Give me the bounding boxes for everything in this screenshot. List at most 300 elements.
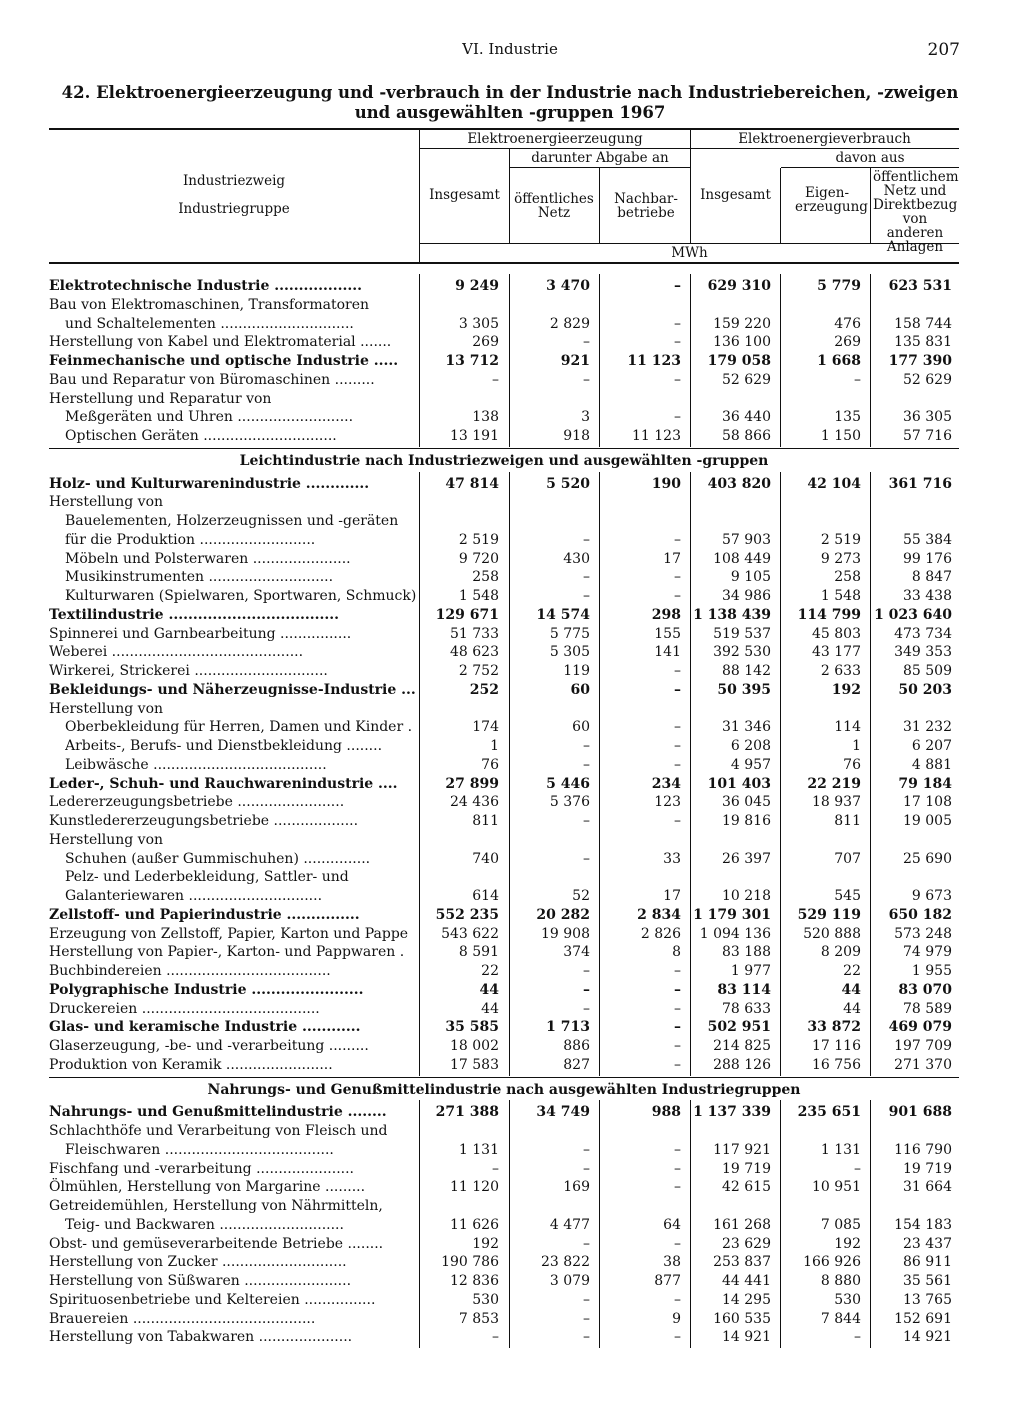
- cell-value: 114 799: [797, 607, 861, 623]
- cell-value: –: [854, 1329, 861, 1345]
- cell-value: 476: [834, 316, 861, 332]
- cell-value: –: [674, 1057, 681, 1073]
- cell-value: 123: [654, 794, 681, 810]
- cell-value: 57 716: [903, 428, 952, 444]
- cell-value: –: [583, 1142, 590, 1158]
- cell-value: 2 829: [549, 316, 590, 332]
- row-label: für die Produktion ..........................: [65, 532, 316, 548]
- cell-value: 13 191: [450, 428, 499, 444]
- cell-value: 42 104: [807, 476, 861, 492]
- cell-value: 76: [481, 757, 499, 773]
- row-label: Teig- und Backwaren ............................: [65, 1217, 344, 1233]
- cell-value: 901 688: [888, 1104, 952, 1120]
- column-rule: [690, 274, 691, 447]
- cell-value: 22: [843, 963, 861, 979]
- darunter-rule: [510, 167, 690, 168]
- cell-value: 1 131: [458, 1142, 499, 1158]
- cell-value: 78 633: [722, 1001, 771, 1017]
- cell-value: 252: [469, 682, 499, 698]
- cell-value: 258: [472, 569, 499, 585]
- cell-value: –: [674, 532, 681, 548]
- cell-value: 288 126: [713, 1057, 771, 1073]
- row-label: Herstellung von Zucker ............................: [49, 1254, 347, 1270]
- cell-value: –: [583, 1292, 590, 1308]
- cell-value: 2 752: [458, 663, 499, 679]
- cell-value: 190: [651, 476, 681, 492]
- cell-value: 31 346: [722, 719, 771, 735]
- cell-value: 35 561: [903, 1273, 952, 1289]
- cell-value: 7 844: [820, 1311, 861, 1327]
- cell-value: 5 305: [549, 644, 590, 660]
- header-vline: [690, 130, 691, 243]
- cell-value: –: [583, 334, 590, 350]
- cell-value: 166 926: [803, 1254, 861, 1270]
- cell-value: 154 183: [894, 1217, 952, 1233]
- group-verbrauch-rule: [690, 148, 959, 149]
- row-label: Pelz- und Lederbekleidung, Sattler- und: [65, 869, 349, 885]
- header-vline: [780, 168, 781, 243]
- oeffentliches-netz-direkt-header: öffentlichem Netz und Direktbezug von anderen Anlagen: [873, 169, 959, 255]
- cell-value: 8 591: [458, 944, 499, 960]
- cell-value: 2 519: [458, 532, 499, 548]
- cell-value: 1 131: [820, 1142, 861, 1158]
- cell-value: 44: [479, 982, 499, 998]
- row-label: Bau und Reparatur von Büromaschinen .........: [49, 372, 375, 388]
- row-label: Druckereien ........................................: [49, 1001, 320, 1017]
- cell-value: –: [674, 963, 681, 979]
- cell-value: 17 583: [450, 1057, 499, 1073]
- row-label: Brauereien .........................................: [49, 1311, 316, 1327]
- cell-value: 116 790: [894, 1142, 952, 1158]
- cell-value: 271 370: [894, 1057, 952, 1073]
- section-heading: Nahrungs- und Genußmittelindustrie nach ausgewählten Industriegruppen: [207, 1082, 801, 1098]
- row-label: Kulturwaren (Spielwaren, Sportwaren, Schmuck): [65, 588, 417, 604]
- column-rule: [870, 274, 871, 447]
- section-separator: [49, 448, 959, 449]
- cell-value: 192: [831, 682, 861, 698]
- row-label: Ledererzeugungsbetriebe ........................: [49, 794, 345, 810]
- column-rule: [509, 1100, 510, 1348]
- column-rule: [509, 274, 510, 447]
- row-label: Weberei ...........................................: [49, 644, 304, 660]
- cell-value: 47 814: [445, 476, 499, 492]
- column-rule: [870, 472, 871, 1076]
- cell-value: 5 520: [546, 476, 590, 492]
- cell-value: 3 470: [546, 278, 590, 294]
- cell-value: 55 384: [903, 532, 952, 548]
- cell-value: 135 831: [894, 334, 952, 350]
- column-rule: [690, 472, 691, 1076]
- row-label: Zellstoff- und Papierindustrie ...............: [49, 907, 360, 923]
- column-rule: [780, 472, 781, 1076]
- cell-value: 88 142: [722, 663, 771, 679]
- cell-value: 827: [563, 1057, 590, 1073]
- row-label: Herstellung von Süßwaren ........................: [49, 1273, 352, 1289]
- row-label: Herstellung von Papier-, Karton- und Pappwaren .: [49, 944, 405, 960]
- cell-value: 101 403: [707, 776, 771, 792]
- row-label: und Schaltelementen ..............................: [65, 316, 354, 332]
- cell-value: 4 957: [730, 757, 771, 773]
- cell-value: 349 353: [894, 644, 952, 660]
- cell-value: 520 888: [803, 926, 861, 942]
- cell-value: 108 449: [713, 551, 771, 567]
- row-label: Buchbindereien .....................................: [49, 963, 331, 979]
- cell-value: 473 734: [894, 626, 952, 642]
- cell-value: 18 937: [812, 794, 861, 810]
- cell-value: 1 548: [458, 588, 499, 604]
- row-label: Produktion von Keramik ........................: [49, 1057, 333, 1073]
- cell-value: –: [854, 1161, 861, 1177]
- cell-value: –: [674, 278, 681, 294]
- row-label: Oberbekleidung für Herren, Damen und Kinder .: [65, 719, 413, 735]
- cell-value: 5 376: [549, 794, 590, 810]
- cell-value: 74 979: [903, 944, 952, 960]
- column-rule: [690, 1100, 691, 1348]
- cell-value: 159 220: [713, 316, 771, 332]
- cell-value: 25 690: [903, 851, 952, 867]
- cell-value: 33 438: [903, 588, 952, 604]
- header-vline: [870, 168, 871, 243]
- cell-value: 918: [563, 428, 590, 444]
- cell-value: 403 820: [707, 476, 771, 492]
- cell-value: 6 207: [911, 738, 952, 754]
- cell-value: 38: [663, 1254, 681, 1270]
- cell-value: 921: [560, 353, 590, 369]
- cell-value: 17 116: [812, 1038, 861, 1054]
- unit-label: MWh: [671, 245, 708, 261]
- cell-value: –: [583, 1311, 590, 1327]
- cell-value: –: [583, 588, 590, 604]
- cell-value: 44: [481, 1001, 499, 1017]
- cell-value: 1 137 339: [693, 1104, 771, 1120]
- row-label: Nahrungs- und Genußmittelindustrie ........: [49, 1104, 387, 1120]
- cell-value: 174: [472, 719, 499, 735]
- cell-value: –: [674, 1292, 681, 1308]
- row-label: Herstellung von: [49, 832, 164, 848]
- cell-value: 33 872: [807, 1019, 861, 1035]
- insgesamt-verbrauch-header: Insgesamt: [700, 187, 771, 203]
- cell-value: 269: [472, 334, 499, 350]
- row-label: Bauelementen, Holzerzeugnissen und -geräten: [65, 513, 399, 529]
- cell-value: 19 719: [903, 1161, 952, 1177]
- cell-value: –: [674, 409, 681, 425]
- row-label: Arbeits-, Berufs- und Dienstbekleidung ........: [65, 738, 383, 754]
- cell-value: 11 123: [627, 353, 681, 369]
- cell-value: 623 531: [888, 278, 952, 294]
- section-title: VI. Industrie: [462, 40, 558, 58]
- cell-value: 9 673: [911, 888, 952, 904]
- cell-value: 16 756: [812, 1057, 861, 1073]
- column-rule: [419, 1100, 420, 1348]
- cell-value: 192: [834, 1236, 861, 1252]
- cell-value: 1: [852, 738, 861, 754]
- cell-value: –: [674, 1161, 681, 1177]
- cell-value: 79 184: [898, 776, 952, 792]
- cell-value: 50 395: [717, 682, 771, 698]
- cell-value: 52 629: [903, 372, 952, 388]
- cell-value: 9 720: [458, 551, 499, 567]
- cell-value: 18 002: [450, 1038, 499, 1054]
- cell-value: 234: [651, 776, 681, 792]
- cell-value: 26 397: [722, 851, 771, 867]
- cell-value: 35 585: [445, 1019, 499, 1035]
- column-rule: [419, 472, 420, 1076]
- cell-value: –: [583, 1001, 590, 1017]
- cell-value: –: [583, 532, 590, 548]
- cell-value: 740: [472, 851, 499, 867]
- cell-value: 886: [563, 1038, 590, 1054]
- cell-value: 23 437: [903, 1236, 952, 1252]
- cell-value: –: [492, 1329, 499, 1345]
- cell-value: –: [674, 569, 681, 585]
- cell-value: 1 023 640: [874, 607, 952, 623]
- cell-value: 19 005: [903, 813, 952, 829]
- cell-value: –: [583, 851, 590, 867]
- cell-value: –: [583, 1161, 590, 1177]
- row-label: Elektrotechnische Industrie ..................: [49, 278, 362, 294]
- column-rule: [599, 1100, 600, 1348]
- row-label: Fischfang und -verarbeitung ......................: [49, 1161, 354, 1177]
- cell-value: 11 120: [450, 1179, 499, 1195]
- cell-value: 988: [651, 1104, 681, 1120]
- cell-value: 529 119: [797, 907, 861, 923]
- row-label: Bau von Elektromaschinen, Transformatoren: [49, 297, 370, 313]
- cell-value: 57 903: [722, 532, 771, 548]
- cell-value: 42 615: [722, 1179, 771, 1195]
- cell-value: 361 716: [888, 476, 952, 492]
- cell-value: 117 921: [713, 1142, 771, 1158]
- cell-value: 14 295: [722, 1292, 771, 1308]
- cell-value: 14 921: [903, 1329, 952, 1345]
- header-bottom-rule: [49, 262, 959, 264]
- cell-value: 119: [563, 663, 590, 679]
- row-label: Herstellung von: [49, 494, 164, 510]
- cell-value: 530: [472, 1292, 499, 1308]
- cell-value: 2 633: [820, 663, 861, 679]
- cell-value: 83 188: [722, 944, 771, 960]
- cell-value: 19 816: [722, 813, 771, 829]
- cell-value: 6 208: [730, 738, 771, 754]
- cell-value: 83 070: [898, 982, 952, 998]
- row-label: Textilindustrie ...................................: [49, 607, 340, 623]
- cell-value: 469 079: [888, 1019, 952, 1035]
- cell-value: 197 709: [894, 1038, 952, 1054]
- eigenerzeugung-header: Eigen- erzeugung: [795, 185, 868, 215]
- cell-value: –: [674, 334, 681, 350]
- column-rule: [780, 274, 781, 447]
- cell-value: 20 282: [536, 907, 590, 923]
- cell-value: –: [492, 1161, 499, 1177]
- cell-value: 161 268: [713, 1217, 771, 1233]
- cell-value: 60: [572, 719, 590, 735]
- row-label: Ölmühlen, Herstellung von Margarine .........: [49, 1179, 366, 1195]
- cell-value: 543 622: [441, 926, 499, 942]
- row-label: Glas- und keramische Industrie ............: [49, 1019, 361, 1035]
- cell-value: 34 986: [722, 588, 771, 604]
- cell-value: 11 626: [450, 1217, 499, 1233]
- cell-value: –: [674, 316, 681, 332]
- cell-value: 1 977: [730, 963, 771, 979]
- stub-header-1: Industriezweig: [182, 173, 286, 189]
- nachbarbetriebe-header: Nachbar- betriebe: [614, 191, 678, 221]
- cell-value: 177 390: [888, 353, 952, 369]
- cell-value: 1 094 136: [699, 926, 771, 942]
- cell-value: 5 779: [817, 278, 861, 294]
- row-label: Polygraphische Industrie .......................: [49, 982, 364, 998]
- cell-value: 36 305: [903, 409, 952, 425]
- cell-value: 192: [472, 1236, 499, 1252]
- cell-value: 33: [663, 851, 681, 867]
- cell-value: 44 441: [722, 1273, 771, 1289]
- cell-value: 158 744: [894, 316, 952, 332]
- cell-value: 235 651: [797, 1104, 861, 1120]
- cell-value: 48 623: [450, 644, 499, 660]
- darunter-header: darunter Abgabe an: [531, 150, 669, 166]
- cell-value: 519 537: [713, 626, 771, 642]
- cell-value: 13 712: [445, 353, 499, 369]
- cell-value: 78 589: [903, 1001, 952, 1017]
- cell-value: 5 775: [549, 626, 590, 642]
- cell-value: 14 574: [536, 607, 590, 623]
- cell-value: 14 921: [722, 1329, 771, 1345]
- cell-value: 10 951: [812, 1179, 861, 1195]
- cell-value: –: [674, 1142, 681, 1158]
- cell-value: 2 519: [820, 532, 861, 548]
- section-heading: Leichtindustrie nach Industriezweigen und ausgewählten -gruppen: [239, 453, 769, 469]
- cell-value: 8 847: [911, 569, 952, 585]
- cell-value: –: [674, 682, 681, 698]
- cell-value: 160 535: [713, 1311, 771, 1327]
- cell-value: 138: [472, 409, 499, 425]
- cell-value: 3: [581, 409, 590, 425]
- group-erzeugung-header: Elektroenergieerzeugung: [467, 131, 643, 147]
- group-verbrauch-header: Elektroenergieverbrauch: [738, 131, 911, 147]
- cell-value: 129 671: [435, 607, 499, 623]
- cell-value: 152 691: [894, 1311, 952, 1327]
- cell-value: 1 548: [820, 588, 861, 604]
- cell-value: –: [674, 1236, 681, 1252]
- cell-value: 52: [572, 888, 590, 904]
- cell-value: 17 108: [903, 794, 952, 810]
- cell-value: 17: [663, 888, 681, 904]
- row-label: Meßgeräten und Uhren ..........................: [65, 409, 354, 425]
- row-label: Schuhen (außer Gummischuhen) ...............: [65, 851, 371, 867]
- cell-value: 86 911: [903, 1254, 952, 1270]
- cell-value: 45 803: [812, 626, 861, 642]
- cell-value: 269: [834, 334, 861, 350]
- cell-value: 4 881: [911, 757, 952, 773]
- cell-value: –: [674, 719, 681, 735]
- cell-value: 9: [672, 1311, 681, 1327]
- column-rule: [509, 472, 510, 1076]
- cell-value: –: [674, 982, 681, 998]
- cell-value: 31 664: [903, 1179, 952, 1195]
- cell-value: 34 749: [536, 1104, 590, 1120]
- row-label: Herstellung von Tabakwaren .....................: [49, 1329, 353, 1345]
- cell-value: 58 866: [722, 428, 771, 444]
- page-number: 207: [927, 40, 960, 60]
- cell-value: 4 477: [549, 1217, 590, 1233]
- header-vline: [599, 168, 600, 243]
- cell-value: 44: [843, 1001, 861, 1017]
- row-label: Fleischwaren ......................................: [65, 1142, 334, 1158]
- cell-value: –: [583, 372, 590, 388]
- column-rule: [780, 1100, 781, 1348]
- cell-value: 22: [481, 963, 499, 979]
- davon-header: davon aus: [835, 150, 905, 166]
- cell-value: 17: [663, 551, 681, 567]
- cell-value: –: [674, 757, 681, 773]
- cell-value: 136 100: [713, 334, 771, 350]
- cell-value: 298: [651, 607, 681, 623]
- cell-value: –: [492, 372, 499, 388]
- cell-value: 8 209: [820, 944, 861, 960]
- insgesamt-erzeugung-header: Insgesamt: [429, 187, 500, 203]
- cell-value: –: [674, 372, 681, 388]
- row-label: Musikinstrumenten ............................: [65, 569, 334, 585]
- cell-value: 3 305: [458, 316, 499, 332]
- cell-value: 1 713: [546, 1019, 590, 1035]
- cell-value: 12 836: [450, 1273, 499, 1289]
- cell-value: 552 235: [435, 907, 499, 923]
- cell-value: –: [674, 738, 681, 754]
- cell-value: 545: [834, 888, 861, 904]
- cell-value: 22 219: [807, 776, 861, 792]
- cell-value: 5 446: [546, 776, 590, 792]
- row-label: Holz- und Kulturwarenindustrie .............: [49, 476, 370, 492]
- cell-value: 1 150: [820, 428, 861, 444]
- cell-value: –: [674, 1001, 681, 1017]
- row-label: Kunstledererzeugungsbetriebe ...................: [49, 813, 359, 829]
- cell-value: 179 058: [707, 353, 771, 369]
- row-label: Feinmechanische und optische Industrie .....: [49, 353, 399, 369]
- cell-value: –: [854, 372, 861, 388]
- column-rule: [870, 1100, 871, 1348]
- row-label: Herstellung von: [49, 701, 164, 717]
- cell-value: –: [674, 1038, 681, 1054]
- cell-value: 9 249: [455, 278, 499, 294]
- cell-value: 19 719: [722, 1161, 771, 1177]
- group-erzeugung-rule: [420, 148, 690, 149]
- cell-value: 43 177: [812, 644, 861, 660]
- cell-value: 44: [841, 982, 861, 998]
- column-rule: [599, 472, 600, 1076]
- cell-value: –: [674, 813, 681, 829]
- cell-value: 135: [834, 409, 861, 425]
- running-head: [0, 40, 1024, 64]
- header-top-rule: [49, 128, 959, 130]
- cell-value: 85 509: [903, 663, 952, 679]
- cell-value: 573 248: [894, 926, 952, 942]
- row-label: Möbeln und Polsterwaren ......................: [65, 551, 351, 567]
- cell-value: 27 899: [445, 776, 499, 792]
- row-label: Leibwäsche .......................................: [65, 757, 327, 773]
- cell-value: 392 530: [713, 644, 771, 660]
- row-label: Obst- und gemüseverarbeitende Betriebe ........: [49, 1236, 384, 1252]
- cell-value: 650 182: [888, 907, 952, 923]
- cell-value: –: [674, 1179, 681, 1195]
- cell-value: –: [583, 982, 590, 998]
- cell-value: 13 765: [903, 1292, 952, 1308]
- cell-value: 64: [663, 1217, 681, 1233]
- cell-value: 169: [563, 1179, 590, 1195]
- cell-value: 811: [834, 813, 861, 829]
- cell-value: 11 123: [632, 428, 681, 444]
- cell-value: 10 218: [722, 888, 771, 904]
- cell-value: 31 232: [903, 719, 952, 735]
- section-separator: [49, 1077, 959, 1078]
- cell-value: 1: [490, 738, 499, 754]
